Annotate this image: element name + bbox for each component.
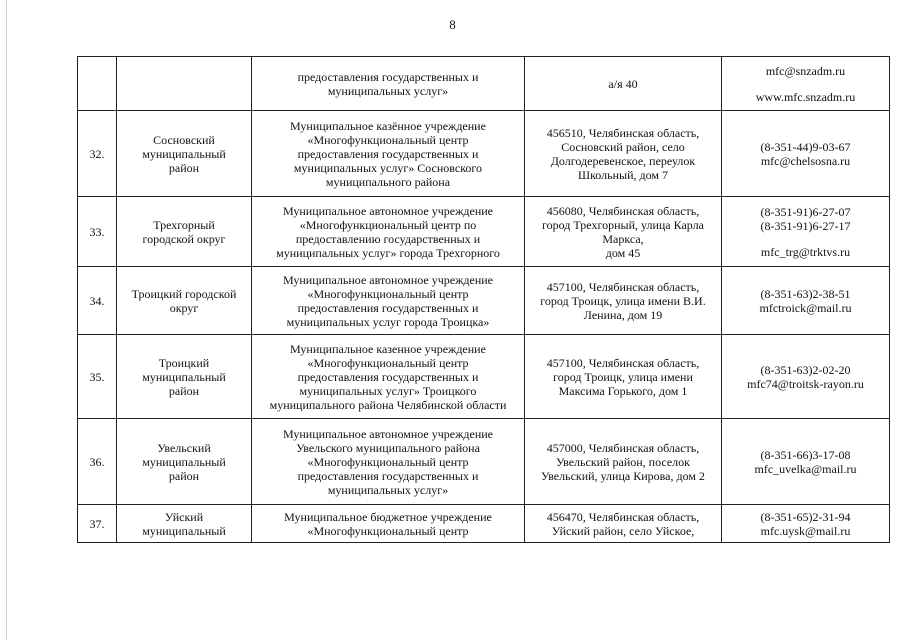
- email-link[interactable]: mfc_uvelka@mail.ru: [754, 461, 857, 476]
- organization-name: Муниципальное автономное учреждение Увельского муниципального района «Многофункциональный центр предоставления государственных и муниципальных услуг»: [252, 419, 525, 505]
- organization-name: Муниципальное казённое учреждение «Многофункциональный центр предоставления государственных и муниципальных услуг» Сосновского муниципального района: [252, 111, 525, 197]
- row-number: 36.: [78, 419, 117, 505]
- municipality-name: Троицкий городской округ: [117, 267, 252, 335]
- contacts: [722, 57, 890, 111]
- email-link[interactable]: mfc.uysk@mail.ru: [760, 523, 851, 538]
- contacts: [722, 419, 890, 505]
- address: 457100, Челябинская область, город Троицк, улица имени Максима Горького, дом 1: [525, 335, 722, 419]
- table-row: [78, 419, 890, 505]
- phone-numbers: (8-351-63)2-02-20: [760, 362, 851, 377]
- mfc-registry-table: [77, 56, 890, 543]
- table-row: [78, 267, 890, 335]
- page-number: 8: [449, 17, 456, 32]
- table-row: [78, 111, 890, 197]
- row-number: 33.: [78, 197, 117, 267]
- municipality-name: Трехгорный городской округ: [117, 197, 252, 267]
- contacts: [722, 335, 890, 419]
- address: а/я 40: [525, 57, 722, 111]
- contacts: [722, 111, 890, 197]
- municipality-name: Троицкий муниципальный район: [117, 335, 252, 419]
- organization-name: Муниципальное автономное учреждение «Многофункциональный центр предоставления государственных и муниципальных услуг города Троицка»: [252, 267, 525, 335]
- address: 456080, Челябинская область, город Трехгорный, улица Карла Маркса, дом 45: [525, 197, 722, 267]
- table-row: [78, 505, 890, 543]
- municipality-name: Увельский муниципальный район: [117, 419, 252, 505]
- row-number: 35.: [78, 335, 117, 419]
- row-number: 32.: [78, 111, 117, 197]
- phone-numbers: (8-351-91)6-27-07 (8-351-91)6-27-17: [760, 204, 851, 233]
- email-link[interactable]: mfctroick@mail.ru: [759, 300, 852, 315]
- contacts: [722, 267, 890, 335]
- address: 456510, Челябинская область, Сосновский район, село Долгодеревенское, переулок Школьный, дом 7: [525, 111, 722, 197]
- row-number: [78, 57, 117, 111]
- scan-edge-line: [6, 0, 7, 640]
- phone-numbers: (8-351-65)2-31-94: [760, 509, 851, 524]
- phone-numbers: (8-351-66)3-17-08: [760, 447, 851, 462]
- email-link[interactable]: mfc_trg@trktvs.ru: [760, 244, 851, 259]
- row-number: 37.: [78, 505, 117, 543]
- row-number: 34.: [78, 267, 117, 335]
- email-link[interactable]: mfc@chelsosna.ru: [760, 153, 851, 168]
- table-row: [78, 197, 890, 267]
- contacts: [722, 197, 890, 267]
- organization-name: Муниципальное автономное учреждение «Многофункциональный центр по предоставлению государственных и муниципальных услуг» города Трехгорного: [252, 197, 525, 267]
- municipality-name: Уйский муниципальный: [117, 505, 252, 543]
- email-link[interactable]: mfc@snzadm.ru: [765, 63, 846, 78]
- organization-name: Муниципальное бюджетное учреждение «Многофункциональный центр: [252, 505, 525, 543]
- municipality-name: [117, 57, 252, 111]
- phone-numbers: (8-351-44)9-03-67: [760, 139, 851, 154]
- contacts: [722, 505, 890, 543]
- organization-name: Муниципальное казенное учреждение «Многофункциональный центр предоставления государственных и муниципальных услуг» Троицкого муниципального района Челябинской области: [252, 335, 525, 419]
- table-row: [78, 335, 890, 419]
- phone-numbers: (8-351-63)2-38-51: [760, 286, 851, 301]
- municipality-name: Сосновский муниципальный район: [117, 111, 252, 197]
- address: 457000, Челябинская область, Увельский район, поселок Увельский, улица Кирова, дом 2: [525, 419, 722, 505]
- organization-name: предоставления государственных и муниципальных услуг»: [252, 57, 525, 111]
- address: 457100, Челябинская область, город Троицк, улица имени В.И. Ленина, дом 19: [525, 267, 722, 335]
- address: 456470, Челябинская область, Уйский район, село Уйское,: [525, 505, 722, 543]
- email-link[interactable]: mfc74@troitsk-rayon.ru: [747, 376, 864, 391]
- table-row: [78, 57, 890, 111]
- website-link[interactable]: www.mfc.snzadm.ru: [755, 89, 856, 104]
